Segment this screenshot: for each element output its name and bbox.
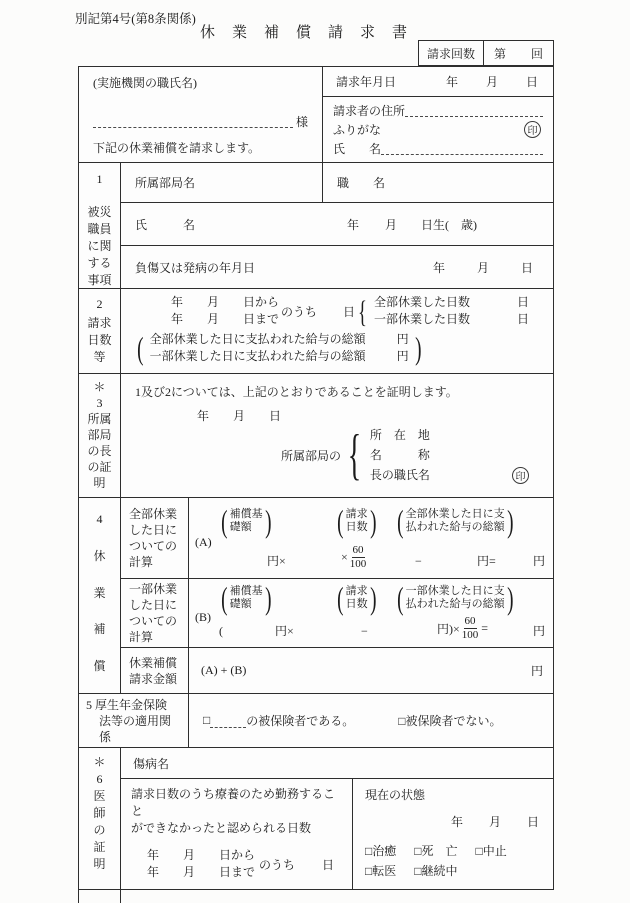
checkbox-transferred[interactable]: □転医 [365, 864, 397, 878]
calc-a-head-line: 計算 [129, 554, 154, 569]
certify-statement: 1及び2については、上記のとおりであることを証明します。 [135, 385, 458, 399]
not-insured-option[interactable]: □被保険者でない。 [398, 714, 502, 728]
claim-amount-head-line: 休業補償 [129, 655, 178, 670]
insurer-blank-line[interactable] [210, 716, 246, 728]
section3-side-label [79, 374, 121, 497]
dept-name-label2: 名 称 [369, 448, 430, 462]
section2 [79, 289, 553, 374]
day-label: 日 [516, 295, 529, 309]
calc-row-a [121, 498, 553, 579]
disease-name-label: 傷病名 [121, 748, 553, 779]
full-paid-line [150, 331, 409, 348]
yen-label: 円 [530, 664, 543, 679]
section1-label-line: する [87, 256, 112, 270]
right-paren-glyph: ) [506, 579, 514, 616]
section3-label-line: の証 [87, 460, 112, 474]
section6-label-char: 明 [93, 857, 106, 871]
days-unit-label: 日 [343, 304, 356, 319]
section4 [79, 498, 553, 694]
year-label: 年 [450, 815, 463, 829]
absence-period-dates [147, 847, 255, 881]
address-blank-line[interactable] [405, 105, 543, 117]
dept-head-lines [370, 425, 430, 485]
injury-date-row [121, 246, 553, 288]
section5-label-line2: 法等の適用関 [99, 714, 172, 728]
claim-amount-head-line: 請求金額 [129, 671, 178, 686]
claim-count-suffix: 回 [530, 46, 543, 61]
month-label: 月 [476, 260, 489, 275]
claimant-name-line [333, 140, 543, 157]
paid-amount-note [135, 331, 543, 365]
claim-amount-head [121, 648, 189, 693]
section4-number: 4 [96, 512, 103, 526]
fraction-denominator: 100 [349, 557, 367, 570]
claimant-address-label: 請求者の住所 [333, 104, 406, 118]
insured-option-label: の被保険者である。 [246, 714, 355, 728]
req-days-line: 日数 [345, 597, 368, 610]
state-date-line [365, 813, 543, 830]
claim-date-row [323, 67, 553, 97]
yen-label: 円 [532, 553, 545, 568]
org-title-label: (実施機関の職氏名) [93, 76, 197, 90]
section2-number: 2 [96, 297, 103, 311]
dept-job-row [121, 163, 553, 203]
calc-a-head-line: 全部休業 [129, 506, 178, 521]
full-paid-label: 全部休業した日に支払われた給与の総額 [149, 332, 366, 346]
right-paren-glyph: ) [369, 579, 377, 616]
comp-base-paren [219, 579, 273, 616]
day-label: 日 [525, 75, 538, 89]
claimant-cell [323, 67, 553, 162]
minus-sign: − [415, 553, 422, 568]
section1-label-line: 職員 [87, 222, 112, 236]
part-leave-days-line [374, 311, 543, 328]
day-label: 日 [520, 260, 533, 275]
period-to-label: 年 月 日まで [147, 865, 256, 879]
times-sign: × [341, 549, 348, 564]
claim-date-label: 請求年月日 [336, 75, 397, 89]
comp-base-line: 礎額 [229, 521, 252, 533]
addressee-line [93, 113, 308, 130]
req-days-line: 請求 [345, 508, 368, 520]
paid-total-line: 払われた給与の総額 [405, 597, 505, 610]
fraction-60-100 [350, 544, 367, 570]
calc-b-head-line: 一部休業 [129, 581, 178, 596]
section5 [79, 694, 553, 748]
calc-a-formula [189, 498, 553, 578]
section3-label-line: 部局 [87, 428, 112, 442]
yen-equals-label: 円= [477, 553, 496, 568]
claim-amount-formula: (A) + (B) [201, 663, 247, 678]
claim-count-prefix: 第 [494, 46, 507, 61]
paid-total-paren [395, 505, 515, 537]
absence-period-line [131, 847, 344, 881]
doc-number: 別記第4号(第8条関係) [75, 12, 196, 26]
section6-label-char: 医 [93, 789, 106, 803]
seal-mark-icon: 印 [512, 467, 529, 484]
dept-name-label: 所属部局名 [121, 163, 323, 202]
year-label: 年 [432, 260, 445, 275]
day-label: 日 [526, 815, 539, 829]
absence-days-note [131, 786, 344, 837]
section5-label-text: 厚生年金保険 [95, 698, 168, 712]
section3-body [121, 374, 553, 497]
left-paren-glyph: ( [397, 503, 404, 539]
close-paren-times-fraction [437, 615, 488, 641]
claim-period-dates [171, 294, 279, 328]
calc-a-head [121, 498, 189, 578]
section4-body [121, 498, 553, 693]
month-label: 月 [485, 75, 498, 89]
minus-sign: − [361, 624, 368, 639]
req-days-paren [335, 505, 378, 537]
calc-b-formula [189, 579, 553, 648]
section6-body [121, 748, 553, 889]
section5-side-label [79, 694, 189, 747]
section1-number: 1 [96, 172, 103, 186]
part-paid-line [150, 348, 409, 365]
sama-label: 様 [295, 115, 308, 129]
claim-count-box [418, 40, 554, 66]
furigana-label: ふりがな [333, 123, 382, 137]
equals-sign: = [481, 620, 489, 635]
section3-label-line: の長 [87, 444, 112, 458]
full-leave-days-label: 全部休業した日数 [373, 295, 470, 309]
comp-base-paren [219, 505, 273, 537]
left-brace-glyph: { [347, 424, 362, 486]
section1-side-label [79, 163, 121, 288]
part-leave-days-label: 一部休業した日数 [373, 312, 470, 326]
section1 [79, 163, 553, 289]
section3-star: ＊ [93, 380, 106, 394]
right-paren-glyph: ) [264, 579, 272, 616]
form-table [78, 66, 554, 890]
yen-label: 円 [396, 349, 409, 363]
request-statement: 下記の休業補償を請求します。 [93, 141, 261, 155]
full-leave-days-line [374, 294, 543, 311]
section3-label-line: 所属 [87, 412, 112, 426]
calc-b-head-line: した日に [129, 597, 178, 612]
right-paren-glyph: ) [369, 503, 377, 539]
section6-star: ＊ [93, 755, 106, 769]
calc-row-c [121, 648, 553, 693]
period-to-label: 年 月 日まで [171, 312, 280, 326]
fraction-60-100 [462, 615, 479, 641]
paid-total-line: 払われた給与の総額 [405, 521, 505, 533]
month-label: 月 [385, 217, 398, 232]
year-label: 年 [347, 217, 360, 232]
section4-label-char: 償 [93, 659, 106, 673]
times-fraction [341, 544, 366, 570]
section5-label-line3: 係 [99, 730, 112, 744]
section6-label-char: 証 [93, 840, 106, 854]
section4-label-char: 補 [93, 622, 106, 637]
section5-label-line1 [86, 697, 184, 713]
checkbox-death[interactable]: □死 亡 [414, 844, 458, 858]
fraction-numerator: 60 [352, 544, 364, 557]
section4-side-label [79, 498, 121, 693]
period-from-label: 年 月 日から [147, 848, 256, 862]
calc-b-head-line: ついての [129, 613, 178, 628]
insured-checkbox[interactable]: □ [203, 713, 211, 727]
current-state-label: 現在の状態 [365, 788, 426, 802]
yen-times-label: 円× [275, 624, 294, 639]
section1-label-line: 被災 [87, 205, 112, 219]
calc-row-b [121, 579, 553, 649]
req-days-paren [335, 579, 378, 616]
furigana-line [333, 121, 543, 138]
seal-mark-icon: 印 [524, 121, 541, 138]
section6-number: 6 [96, 772, 103, 786]
section5-number: 5 [86, 698, 92, 712]
calc-a-head-line: した日に [129, 522, 178, 537]
table-inner-border-stub [120, 889, 121, 903]
req-days-line: 請求 [345, 584, 368, 597]
current-state-cell [353, 779, 553, 889]
section6 [79, 748, 553, 889]
year-label: 年 [445, 75, 458, 89]
paid-total-line: 一部休業した日に支 [405, 584, 505, 597]
section1-label-line: 事項 [87, 273, 112, 287]
checkbox-continuing[interactable]: □継続中 [414, 864, 458, 878]
dept-prefix-label: 所属部局の [281, 448, 342, 463]
right-paren-glyph: ) [414, 330, 422, 366]
claimant-address-line [333, 102, 543, 119]
employee-name-label: 氏 名 [135, 217, 196, 232]
paid-total-line: 全部休業した日に支 [405, 508, 505, 520]
claimant-identity-cell [323, 97, 553, 162]
employee-name-row [121, 203, 553, 247]
day-label: 日 [321, 857, 334, 872]
comp-base-line: 補償基 [229, 508, 263, 520]
section1-label-line: に関 [87, 239, 112, 253]
yen-times-label: 円× [267, 553, 286, 568]
checkbox-discontinued[interactable]: □中止 [475, 844, 507, 858]
left-paren-glyph: ( [221, 503, 228, 539]
injury-date-label: 負傷又は発病の年月日 [135, 260, 256, 275]
addressee-cell [79, 67, 323, 162]
claimant-name-label: 氏 名 [333, 142, 382, 156]
left-paren-glyph: ( [221, 579, 228, 616]
month-label: 月 [488, 815, 501, 829]
checkbox-cured[interactable]: □治癒 [365, 844, 397, 858]
section4-label-char: 休 [93, 548, 106, 563]
section5-body [189, 694, 553, 747]
section3-number: 3 [96, 396, 103, 410]
claim-count-label: 請求回数 [419, 41, 484, 65]
paid-total-paren [395, 579, 515, 616]
section2-label-line: 等 [93, 350, 106, 364]
absence-days-note-line: ができなかったと認められる日数 [131, 821, 312, 835]
calc-a-code: (A) [195, 535, 212, 549]
claim-amount-cell [189, 648, 553, 693]
dept-head-block [281, 425, 539, 485]
state-checkbox-row [365, 841, 543, 861]
claim-count-value[interactable] [484, 41, 553, 65]
header-row [79, 67, 553, 163]
right-paren-glyph: ) [506, 503, 514, 539]
right-paren-glyph: ) [264, 503, 272, 539]
calc-a-head-line: ついての [129, 538, 178, 553]
paid-amount-lines [150, 331, 409, 365]
section2-body [121, 289, 553, 373]
leave-days-breakdown [374, 294, 543, 328]
section6-side-label [79, 748, 121, 889]
section4-label-char: 業 [93, 585, 106, 600]
absence-days-cell [121, 779, 353, 889]
table-left-border-stub [78, 889, 79, 903]
req-days-line: 日数 [345, 521, 368, 533]
fraction-denominator: 100 [461, 628, 479, 641]
section3 [79, 374, 553, 498]
name-blank-line[interactable] [381, 143, 543, 155]
calc-b-head [121, 579, 189, 648]
dept-location-label: 所 在 地 [369, 428, 430, 442]
yen-close-paren-label: 円)× [437, 621, 460, 636]
yen-label: 円 [532, 624, 545, 639]
dept-head-name-label: 長の職氏名 [369, 468, 430, 482]
form-title: 休 業 補 償 請 求 書 [199, 25, 408, 41]
birth-date-label: 日生( 歳) [421, 217, 478, 232]
section6-lower [121, 779, 553, 889]
comp-base-line: 補償基 [229, 584, 263, 597]
absence-days-note-line: 請求日数のうち療養のため勤務すること [131, 787, 336, 818]
open-paren: ( [219, 624, 223, 639]
left-paren-glyph: ( [397, 579, 404, 616]
state-checkbox-row [365, 861, 543, 881]
period-from-label: 年 月 日から [171, 295, 280, 309]
calc-b-head-line: 計算 [129, 629, 154, 644]
section1-body [121, 163, 553, 288]
claim-period-line [135, 294, 543, 328]
state-checkboxes [365, 841, 543, 881]
certify-date-line: 年 月 日 [197, 409, 282, 423]
section2-label-line: 日数 [87, 333, 112, 347]
section2-label-line: 請求 [87, 316, 112, 330]
section6-label-char: 師 [93, 806, 106, 820]
day-label: 日 [516, 312, 529, 326]
yen-label: 円 [396, 332, 409, 346]
calc-b-code: (B) [195, 609, 211, 624]
part-paid-label: 一部休業した日に支払われた給与の総額 [149, 349, 366, 363]
left-paren-glyph: ( [337, 503, 344, 539]
comp-base-line: 礎額 [229, 597, 252, 610]
among-label: のうち [259, 857, 296, 872]
section2-side-label [79, 289, 121, 373]
section6-label-char: の [93, 823, 106, 837]
job-title-label: 職 名 [337, 175, 386, 190]
addressee-blank-line[interactable] [93, 116, 293, 128]
among-label: のうち [281, 304, 318, 319]
left-brace-glyph: { [358, 293, 367, 329]
fraction-numerator: 60 [464, 614, 476, 627]
left-paren-glyph: ( [137, 330, 144, 366]
left-paren-glyph: ( [337, 579, 344, 616]
section3-label-line: 明 [93, 476, 106, 490]
